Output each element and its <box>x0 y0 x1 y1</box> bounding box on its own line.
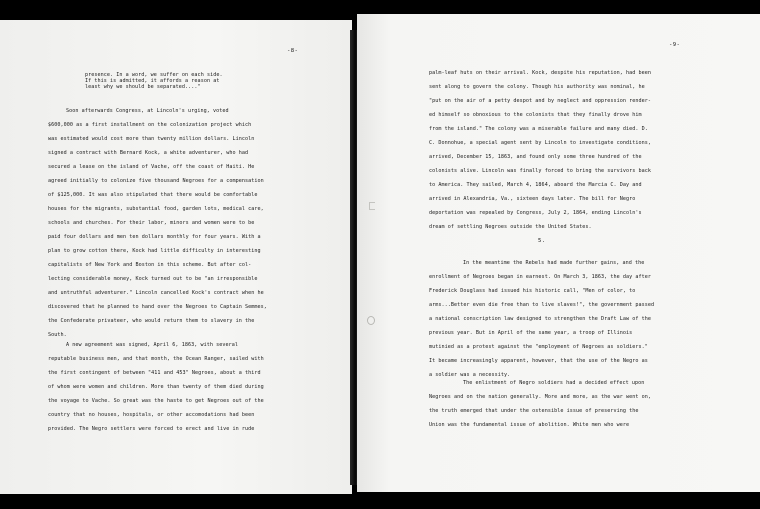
text-line: Negroes and on the nation generally. More and more, as the war went on, <box>429 394 651 400</box>
text-line: a soldier was a necessity. <box>429 372 511 378</box>
text-line: dream of settling Negroes outside the United States. <box>429 224 592 230</box>
text-line: It became increasingly apparent, however, that the use of the Negro as <box>429 358 648 364</box>
text-line: ed himself so obnoxious to the colonists that they finally drove him <box>429 112 642 118</box>
text-line: presence. In a word, we suffer on each side. <box>85 72 223 78</box>
section-number: 5. <box>538 238 546 244</box>
text-line: from the island." The colony was a miserable failure and many died. D. <box>429 126 648 132</box>
text-line: $600,000 as a first installment on the colonization project which <box>48 122 252 128</box>
text-line: Soon afterwards Congress, at Lincoln's urging, voted <box>66 108 229 114</box>
text-line: In the meantime the Rebels had made further gains, and the <box>463 260 645 266</box>
text-line: country that no houses, hospitals, or other accomodations had been <box>48 412 255 418</box>
text-line: arms...Better even die free than to live slaves!", the government passed <box>429 302 655 308</box>
text-line: lecting considerable money, Kock turned out to be "an irresponsible <box>48 276 258 282</box>
text-line: South. <box>48 332 67 338</box>
text-line: Frederick Douglass had issued his historic call, "Men of color, to <box>429 288 636 294</box>
text-line: If this is admitted, it affords a reason at <box>85 78 220 84</box>
text-line: agreed initially to colonize five thousand Negroes for a compensation <box>48 178 264 184</box>
text-line: schools and churches. For their labor, minors and women were to be <box>48 220 255 226</box>
text-line: signed a contract with Bernard Kock, a white adventurer, who had <box>48 150 249 156</box>
text-line: A new agreement was signed, April 6, 1863, with several <box>66 342 238 348</box>
text-line: and untruthful adventurer." Lincoln cancelled Kock's contract when he <box>48 290 264 296</box>
text-line: previous year. But in April of the same year, a troop of Illinois <box>429 330 633 336</box>
text-line: of $125,000. It was also stipulated that there would be comfortable <box>48 192 258 198</box>
text-line: of whom were women and children. More than twenty of them died during <box>48 384 264 390</box>
text-line: deportation was repealed by Congress, July 2, 1864, ending Lincoln's <box>429 210 642 216</box>
text-line: C. Donnohue, a special agent sent by Lincoln to investigate conditions, <box>429 140 651 146</box>
text-line: the first contingent of between "411 and 453" Negroes, about a third <box>48 370 261 376</box>
text-line: the truth emerged that under the ostensible issue of preserving the <box>429 408 639 414</box>
text-line: least why we should be separated...." <box>85 84 201 90</box>
text-line: the voyage to Vache. So great was the haste to get Negroes out of the <box>48 398 264 404</box>
text-line: paid four dollars and men ten dollars monthly for four years. With a <box>48 234 261 240</box>
text-line: was estimated would cost more than twenty million dollars. Lincoln <box>48 136 255 142</box>
text-line: houses for the migrants, substantial food, garden lots, medical care, <box>48 206 264 212</box>
text-line: palm-leaf huts on their arrival. Kock, despite his reputation, had been <box>429 70 651 76</box>
text-line: plan to grow cotton there, Kock had little difficulty in interesting <box>48 248 261 254</box>
right-page <box>357 14 760 492</box>
text-line: sent along to govern the colony. Though his authority was nominal, he <box>429 84 645 90</box>
text-line: reputable business men, and that month, the Ocean Ranger, sailed with <box>48 356 264 362</box>
text-line: mutinied as a protest against the "employment of Negroes as soldiers." <box>429 344 648 350</box>
text-line: provided. The Negro settlers were forced to erect and live in rude <box>48 426 255 432</box>
text-line: The enlistment of Negro soldiers had a decided effect upon <box>463 380 645 386</box>
text-line: secured a lease on the island of Vache, off the coast of Haiti. He <box>48 164 255 170</box>
text-line: the Confederate privateer, who would return them to slavery in the <box>48 318 255 324</box>
right-page-number: -9- <box>669 42 681 48</box>
text-line: to America. They sailed, March 4, 1864, aboard the Marcia C. Day and <box>429 182 642 188</box>
left-page <box>0 20 352 494</box>
text-line: arrived in Alexandria, Va., sixteen days later. The bill for Negro <box>429 196 636 202</box>
text-line: colonists alive. Lincoln was finally forced to bring the survivors back <box>429 168 651 174</box>
text-line: discovered that he planned to hand over the Negroes to Captain Semmes, <box>48 304 267 310</box>
punch-hole <box>367 316 375 325</box>
text-line: "put on the air of a petty despot and by neglect and oppression render- <box>429 98 651 104</box>
text-line: arrived, December 15, 1863, and found only some three hundred of the <box>429 154 642 160</box>
text-line: a national conscription law designed to strengthen the Draft Law of the <box>429 316 651 322</box>
text-line: Union was the fundamental issue of abolition. White men who were <box>429 422 630 428</box>
binding-mark <box>369 202 375 210</box>
text-line: enrollment of Negroes began in earnest. On March 3, 1863, the day after <box>429 274 651 280</box>
text-line: capitalists of New York and Boston in this scheme. But after col- <box>48 262 252 268</box>
left-page-number: -8- <box>287 48 299 54</box>
